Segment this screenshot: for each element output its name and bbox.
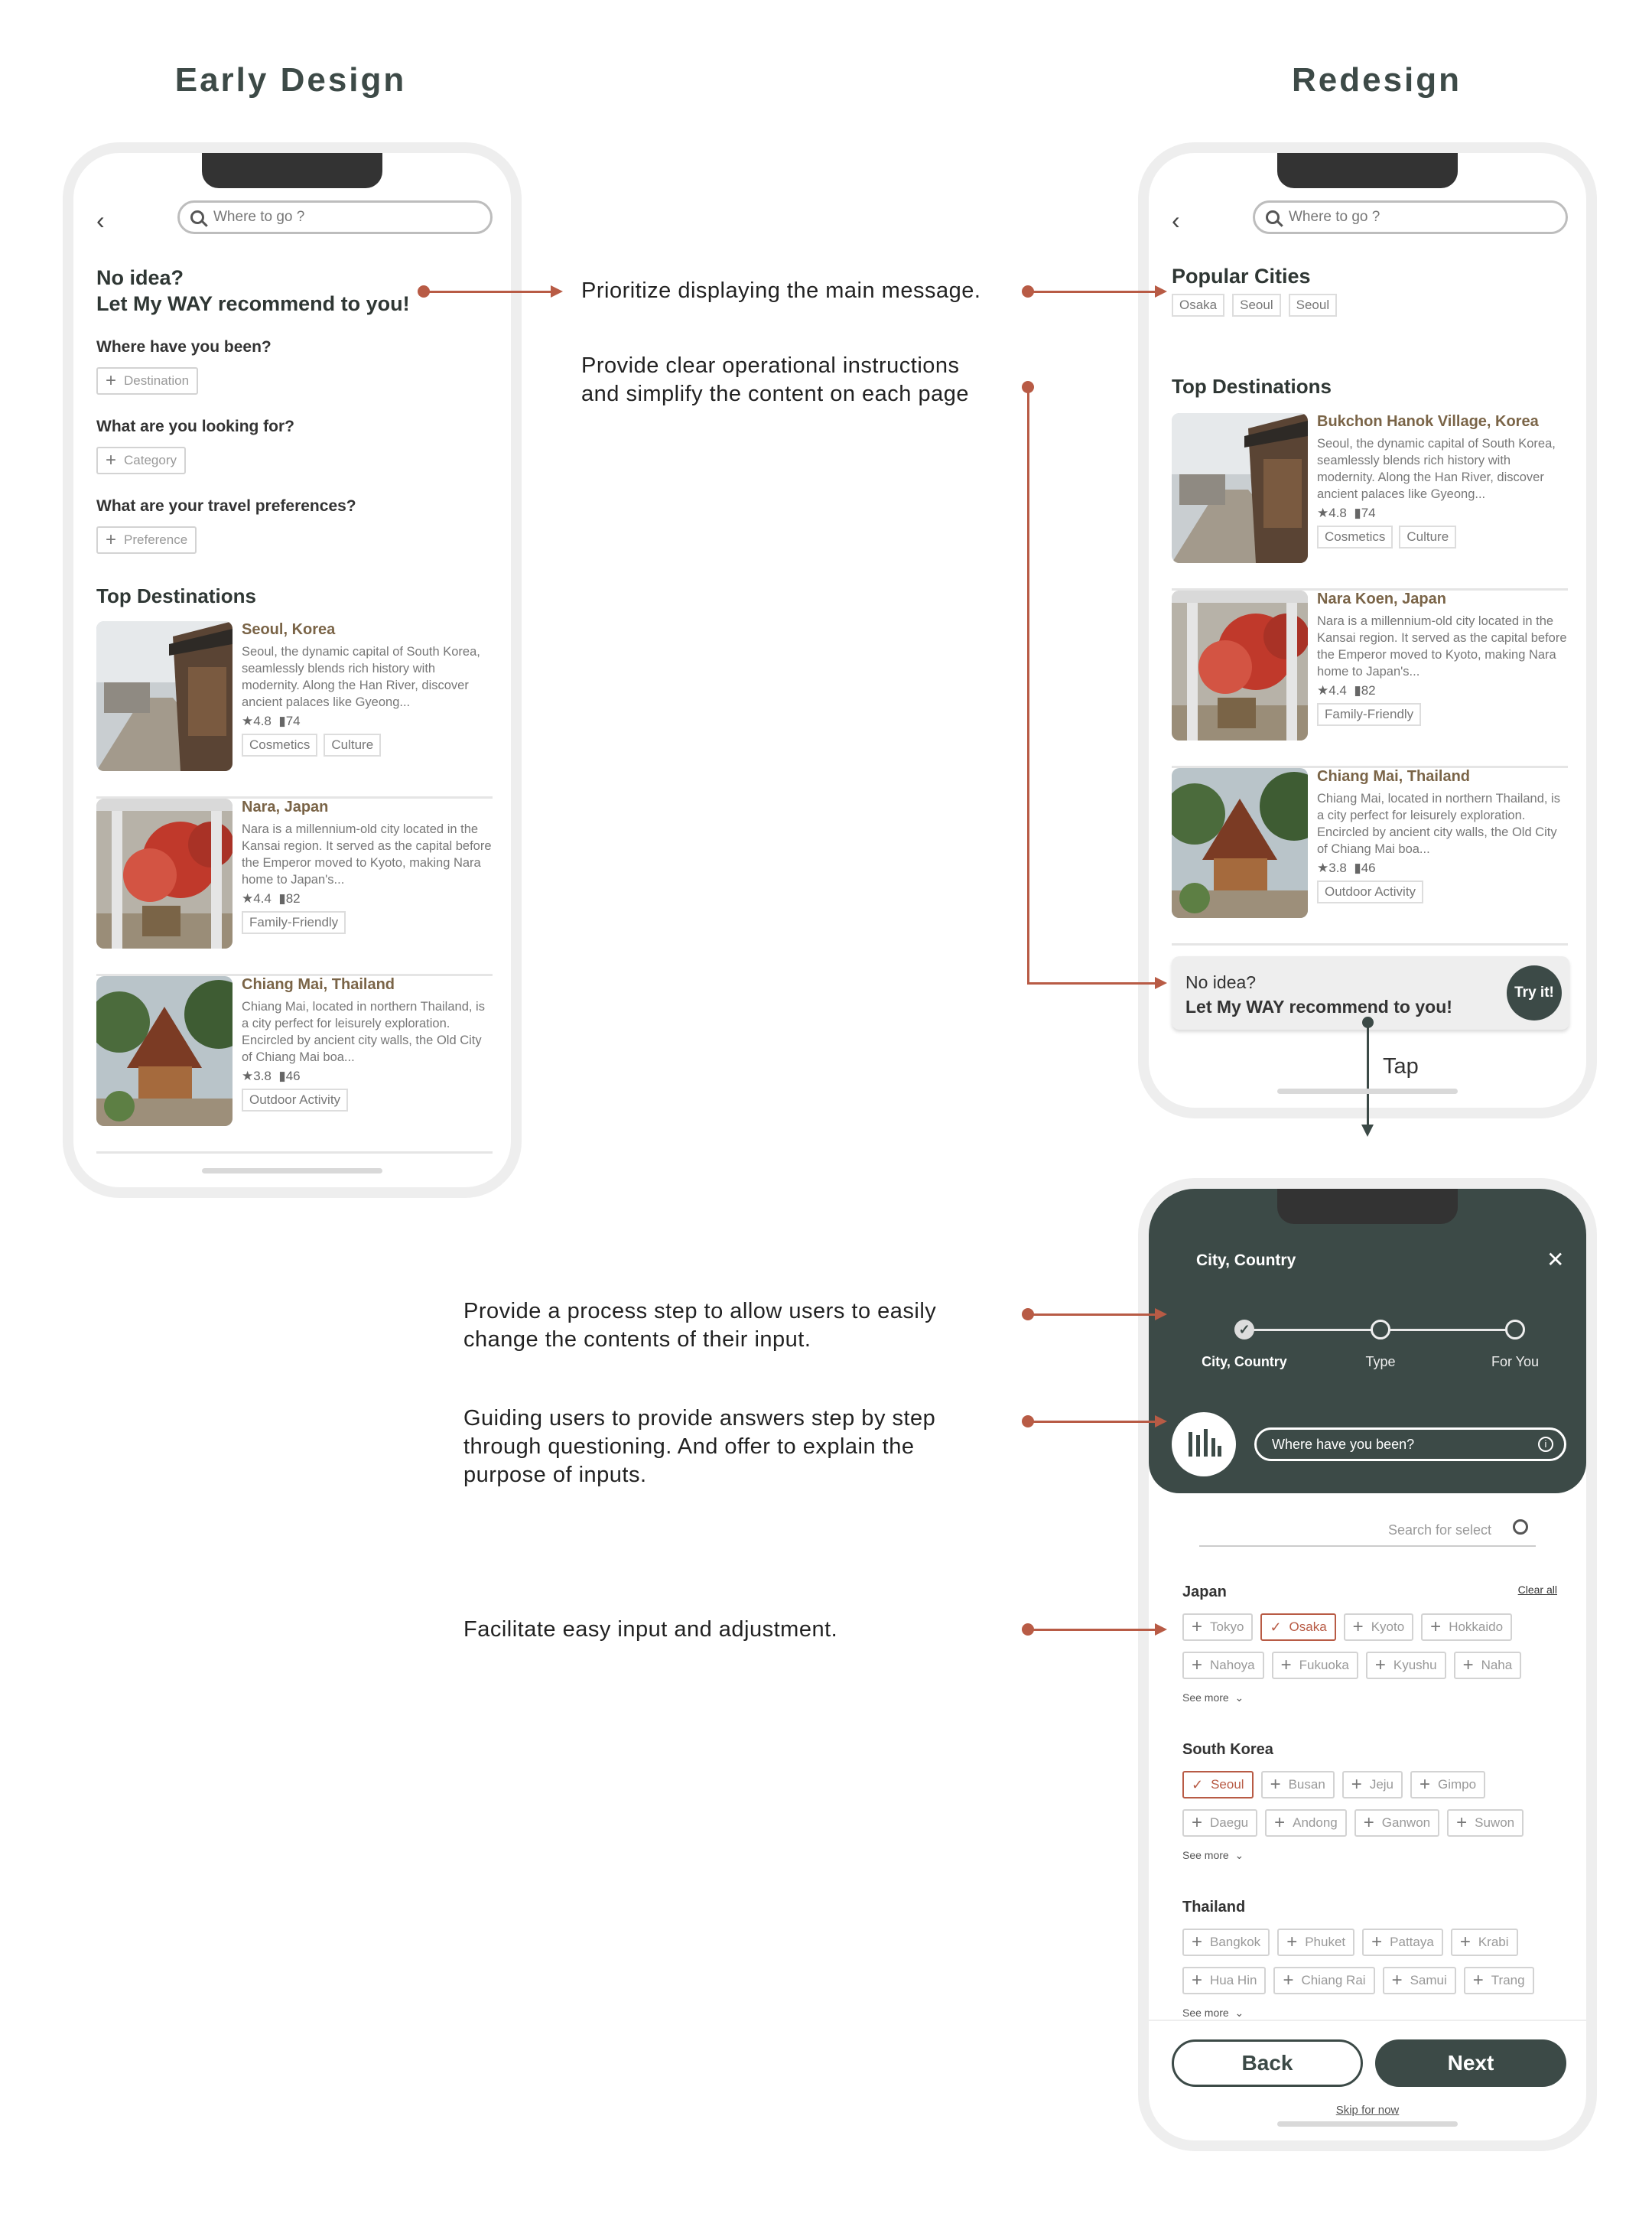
city-option-chip[interactable] [1383,1967,1456,1994]
city-option-label: Krabi [1478,1935,1509,1949]
connector-line [1027,982,1157,985]
city-option-label: Pattaya [1390,1935,1434,1949]
city-option-chip[interactable] [1182,1613,1253,1641]
select-search-input[interactable] [1199,1513,1536,1547]
plus-icon: + [1274,1812,1286,1833]
city-option-label: Seoul [1211,1777,1244,1792]
city-option-chip[interactable] [1421,1613,1512,1641]
plus-icon: + [1352,1616,1364,1637]
tap-label: Tap [1383,1054,1419,1079]
annotation-line: purpose of inputs. [463,1463,647,1487]
chevron-down-icon: ⌄ [1234,2007,1244,2019]
city-option-label: Tokyo [1210,1619,1244,1634]
destination-name: Chiang Mai, Thailand [242,976,395,993]
city-option-label: Trang [1491,1973,1525,1987]
city-option-chip[interactable] [1354,1809,1439,1837]
main-message-line2: Let My WAY recommend to you! [96,292,410,315]
plus-icon: + [1363,1812,1374,1833]
country-group [1182,1584,1565,1737]
destination-name: Bukchon Hanok Village, Korea [1317,413,1539,430]
city-option-chip[interactable] [1182,1771,1254,1798]
search-placeholder: Where to go ? [1289,209,1380,225]
plus-icon: + [1462,1655,1474,1675]
next-button[interactable]: Next [1375,2039,1566,2087]
city-option-label: Hokkaido [1449,1619,1504,1634]
connector-arrow-head [1155,1308,1167,1320]
city-option-chip[interactable] [1344,1613,1414,1641]
plus-icon: + [1371,1932,1383,1952]
search-placeholder: Where to go ? [213,209,305,225]
close-icon[interactable]: ✕ [1546,1248,1565,1271]
city-chip[interactable]: Seoul [1232,294,1280,317]
destination-meta: ★4.4 ▮82 [1317,683,1376,698]
city-option-label: Suwon [1475,1815,1515,1830]
city-option-chip[interactable] [1261,1771,1335,1798]
chip-row [1182,1967,1565,1994]
wizard-title: City, Country [1196,1252,1296,1269]
rating-value: 4.8 [1328,506,1347,520]
destination-name: Nara Koen, Japan [1317,591,1446,607]
city-option-label: Kyoto [1371,1619,1405,1634]
annotation-process-step [463,1297,936,1354]
phone-notch [202,153,382,188]
destination-description: Nara is a millennium-old city located in the Kansai region. It served as the capital before the Emperor moved to Kyoto, making Nara home to Japan's... [1317,614,1567,679]
country-title: Thailand [1182,1899,1246,1916]
annotation-instructions [581,352,969,409]
connector-arrow-head [551,285,563,298]
city-option-chip[interactable] [1273,1967,1374,1994]
step-label-active[interactable]: City, Country [1202,1354,1287,1369]
destination-name: Chiang Mai, Thailand [1317,768,1471,785]
country-group [1182,1741,1565,1894]
annotation-line: through questioning. And offer to explain the [463,1434,915,1459]
plus-icon: + [1419,1774,1431,1795]
tap-arrow-head [1361,1125,1374,1137]
step-label[interactable]: Type [1365,1354,1396,1369]
tag: Cosmetics [242,734,317,757]
seoul-photo [96,621,233,771]
phone-notch [1277,1189,1458,1224]
plus-icon: + [106,529,117,550]
plus-icon: + [1192,1970,1203,1991]
annotation-line: Guiding users to provide answers step by step [463,1406,936,1431]
city-option-label: Phuket [1305,1935,1346,1949]
city-option-chip[interactable] [1342,1771,1403,1798]
search-icon [1266,210,1280,224]
rating-value: 3.8 [253,1069,272,1083]
destination-name: Nara, Japan [242,799,329,815]
search-icon[interactable] [1513,1519,1528,1535]
rating-value: 4.4 [1328,683,1347,698]
rating-value: 3.8 [1328,861,1347,875]
city-option-chip[interactable] [1410,1771,1485,1798]
connector-arrow-head [1155,1623,1167,1636]
chevron-down-icon: ⌄ [1234,1691,1244,1704]
tag: Culture [324,734,381,757]
cta-line2: Let My WAY recommend to you! [1185,997,1452,1017]
bookmark-icon: ▮ [278,1069,286,1083]
plus-icon: + [106,370,117,391]
city-option-chip[interactable] [1272,1652,1358,1679]
destination-card[interactable] [1172,591,1568,768]
connector-arrow-head [1155,285,1167,298]
search-input[interactable] [177,200,493,234]
bookmark-icon: ▮ [1354,861,1361,875]
popular-cities-list [1172,294,1337,317]
destination-meta: ★3.8 ▮46 [1317,861,1376,875]
destination-card[interactable] [96,976,493,1154]
select-search-placeholder: Search for select [1387,1522,1491,1538]
main-message [96,265,410,317]
plus-icon: + [1374,1655,1386,1675]
destination-card[interactable] [96,621,493,799]
plus-icon: + [1280,1655,1292,1675]
city-option-chip[interactable] [1454,1652,1522,1679]
early-design-phone [63,142,522,1198]
chip-label: Destination [124,373,190,388]
plus-icon: + [1283,1970,1294,1991]
city-option-chip[interactable] [1464,1967,1534,1994]
tag: Family-Friendly [242,911,346,934]
destination-card[interactable] [1172,413,1568,591]
plus-icon: + [106,450,117,470]
tap-connector-dot [1362,1017,1374,1028]
city-option-label: Osaka [1289,1619,1327,1634]
see-more-label: See more [1182,1849,1229,1861]
question-text: Where have you been? [1272,1436,1415,1452]
top-destinations-title: Top Destinations [1172,375,1332,398]
search-icon [190,210,204,224]
info-icon[interactable]: i [1538,1437,1553,1452]
tap-connector-line [1367,1021,1369,1128]
saves-count: 82 [1361,683,1376,698]
see-more-label: See more [1182,2007,1229,2019]
destination-description: Seoul, the dynamic capital of South Korea, seamlessly blends rich history with modernity. Along the Han River, discover ancient palaces like Gyeong... [242,645,480,709]
city-option-chip[interactable] [1182,1929,1270,1956]
destination-description: Nara is a millennium-old city located in the Kansai region. It served as the capital before the Emperor moved to Kyoto, making Nara home to Japan's... [242,822,492,887]
annotation-line: Provide clear operational instructions [581,353,960,378]
destination-meta: ★4.8 ▮74 [1317,506,1376,520]
clear-all-link[interactable]: Clear all [1517,1584,1557,1596]
saves-count: 46 [285,1069,301,1083]
plus-icon: + [1192,1616,1203,1637]
city-option-chip[interactable] [1265,1809,1347,1837]
rating-value: 4.8 [253,714,272,728]
back-arrow-icon[interactable]: ‹ [1172,207,1180,234]
popular-cities-title: Popular Cities [1172,265,1311,288]
bookmark-icon: ▮ [278,891,286,906]
plus-icon: + [1391,1970,1403,1991]
redesign-heading: Redesign [1291,61,1462,99]
plus-icon: + [1459,1932,1471,1952]
redesign-phone [1138,142,1597,1118]
city-option-label: Andong [1293,1815,1338,1830]
search-input[interactable] [1253,200,1568,234]
category-chip[interactable] [96,447,186,474]
city-option-chip[interactable] [1447,1809,1524,1837]
bukchon-photo [1172,413,1308,563]
nara-koen-photo [1172,591,1308,741]
chip-row [1182,1771,1565,1798]
city-chip[interactable]: Seoul [1289,294,1337,317]
back-arrow-icon[interactable]: ‹ [96,207,105,234]
city-option-chip[interactable] [1277,1929,1354,1956]
city-option-label: Fukuoka [1299,1658,1349,1672]
country-title: South Korea [1182,1741,1273,1758]
chevron-down-icon: ⌄ [1234,1849,1244,1861]
city-option-label: Nahoya [1210,1658,1255,1672]
main-message-line1: No idea? [96,266,184,289]
connector-arrow-head [1155,977,1167,989]
question-bubble[interactable] [1254,1427,1566,1461]
city-option-label: Gimpo [1438,1777,1477,1792]
destination-name: Seoul, Korea [242,621,336,638]
city-chip[interactable]: Osaka [1172,294,1224,317]
wizard-header [1149,1189,1586,1493]
connector-line [1027,387,1029,984]
cta-line1: No idea? [1185,972,1257,992]
destination-meta: ★4.8 ▮74 [242,714,301,728]
see-more-link[interactable] [1182,1849,1565,1862]
question-label: What are you looking for? [96,418,295,435]
connector-line [1028,1629,1158,1631]
destination-card[interactable] [1172,768,1568,946]
home-indicator [1277,1089,1458,1094]
city-option-label: Ganwon [1381,1815,1431,1830]
city-option-chip[interactable] [1182,1967,1266,1994]
country-group [1182,1899,1565,2052]
home-indicator [202,1168,382,1173]
destination-meta: ★4.4 ▮82 [242,891,301,906]
city-option-label: Bangkok [1210,1935,1261,1949]
early-design-heading: Early Design [174,61,407,99]
check-icon: ✓ [1270,1619,1282,1635]
annotation-line: Provide a process step to allow users to easily [463,1299,937,1323]
tag: Outdoor Activity [242,1089,348,1112]
step-circle [1371,1320,1390,1339]
destination-description: Chiang Mai, located in northern Thailand, is a city perfect for leisurely exploration. Encircled by ancient city walls, the Old City of Chiang Mai boa... [1317,792,1560,856]
plus-icon: + [1472,1970,1484,1991]
city-option-label: Daegu [1210,1815,1249,1830]
saves-count: 46 [1361,861,1376,875]
assistant-avatar [1172,1412,1236,1476]
plus-icon: + [1270,1774,1281,1795]
back-button[interactable]: Back [1172,2039,1363,2087]
tag: Outdoor Activity [1317,881,1423,903]
connector-line [424,291,554,293]
chip-row [1182,1929,1565,1956]
destination-meta: ★3.8 ▮46 [242,1069,301,1083]
bookmark-icon: ▮ [278,714,286,728]
chip-label: Category [124,453,177,467]
annotation-line: and simplify the content on each page [581,382,969,406]
see-more-link[interactable] [1182,1691,1565,1704]
tag: Cosmetics [1317,526,1393,548]
plus-icon: + [1351,1774,1362,1795]
step-circle [1505,1320,1525,1339]
connector-line [1028,1421,1158,1423]
tag: Family-Friendly [1317,703,1421,726]
question-label: What are your travel preferences? [96,497,356,515]
see-more-link[interactable] [1182,2007,1565,2020]
wizard-phone [1138,1178,1597,2151]
destination-card[interactable] [96,799,493,976]
try-it-button[interactable]: Try it! [1507,965,1562,1020]
annotation-main-message: Prioritize displaying the main message. [581,278,981,303]
city-option-chip[interactable] [1260,1613,1335,1641]
bookmark-icon: ▮ [1354,683,1361,698]
annotation-line: change the contents of their input. [463,1327,811,1352]
connector-line [1028,1313,1158,1316]
country-title: Japan [1182,1584,1227,1600]
city-option-label: Hua Hin [1210,1973,1257,1987]
saves-count: 74 [1361,506,1376,520]
skip-link[interactable]: Skip for now [1335,2104,1400,2117]
preference-chip[interactable] [96,526,197,554]
saves-count: 82 [285,891,301,906]
city-option-chip[interactable] [1366,1652,1446,1679]
footer-divider [1149,2020,1586,2021]
plus-icon: + [1430,1616,1442,1637]
connector-line [1028,291,1158,293]
chip-row [1182,1652,1565,1679]
plus-icon: + [1456,1812,1468,1833]
annotation-easy-input: Facilitate easy input and adjustment. [463,1617,838,1642]
plus-icon: + [1192,1655,1203,1675]
city-option-label: Busan [1288,1777,1325,1792]
city-option-label: Naha [1481,1658,1513,1672]
chip-row [1182,1809,1565,1837]
city-option-label: Chiang Rai [1301,1973,1366,1987]
chip-row [1182,1613,1565,1641]
plus-icon: + [1286,1932,1298,1952]
plus-icon: + [1192,1932,1203,1952]
top-destinations-title: Top Destinations [96,584,256,607]
step-label[interactable]: For You [1491,1354,1540,1369]
chiang-mai-photo [96,976,233,1126]
city-option-chip[interactable] [1182,1809,1257,1837]
annotation-guiding [463,1405,935,1489]
city-option-label: Kyushu [1393,1658,1437,1672]
check-icon: ✓ [1192,1777,1204,1792]
rating-value: 4.4 [253,891,272,906]
destination-description: Chiang Mai, located in northern Thailand, is a city perfect for leisurely exploration. Encircled by ancient city walls, the Old City of Chiang Mai boa... [242,1000,485,1064]
destination-description: Seoul, the dynamic capital of South Korea, seamlessly blends rich history with modernity. Along the Han River, discover ancient palaces like Gyeong... [1317,437,1556,501]
question-label: Where have you been? [96,338,272,356]
plus-icon: + [1192,1812,1203,1833]
destination-chip[interactable] [96,367,198,395]
connector-arrow-head [1155,1415,1167,1427]
city-option-chip[interactable] [1182,1652,1264,1679]
check-icon: ✓ [1234,1320,1254,1339]
city-option-label: Samui [1410,1973,1447,1987]
chiang-mai-photo [1172,768,1308,918]
assistant-logo-icon [1172,1412,1236,1476]
city-option-chip[interactable] [1451,1929,1518,1956]
city-option-label: Jeju [1369,1777,1393,1792]
chip-label: Preference [124,532,188,547]
bookmark-icon: ▮ [1354,506,1361,520]
see-more-label: See more [1182,1691,1229,1704]
nara-photo [96,799,233,949]
tag: Culture [1399,526,1456,548]
phone-notch [1277,153,1458,188]
saves-count: 74 [285,714,301,728]
city-option-chip[interactable] [1362,1929,1443,1956]
home-indicator [1277,2121,1458,2127]
